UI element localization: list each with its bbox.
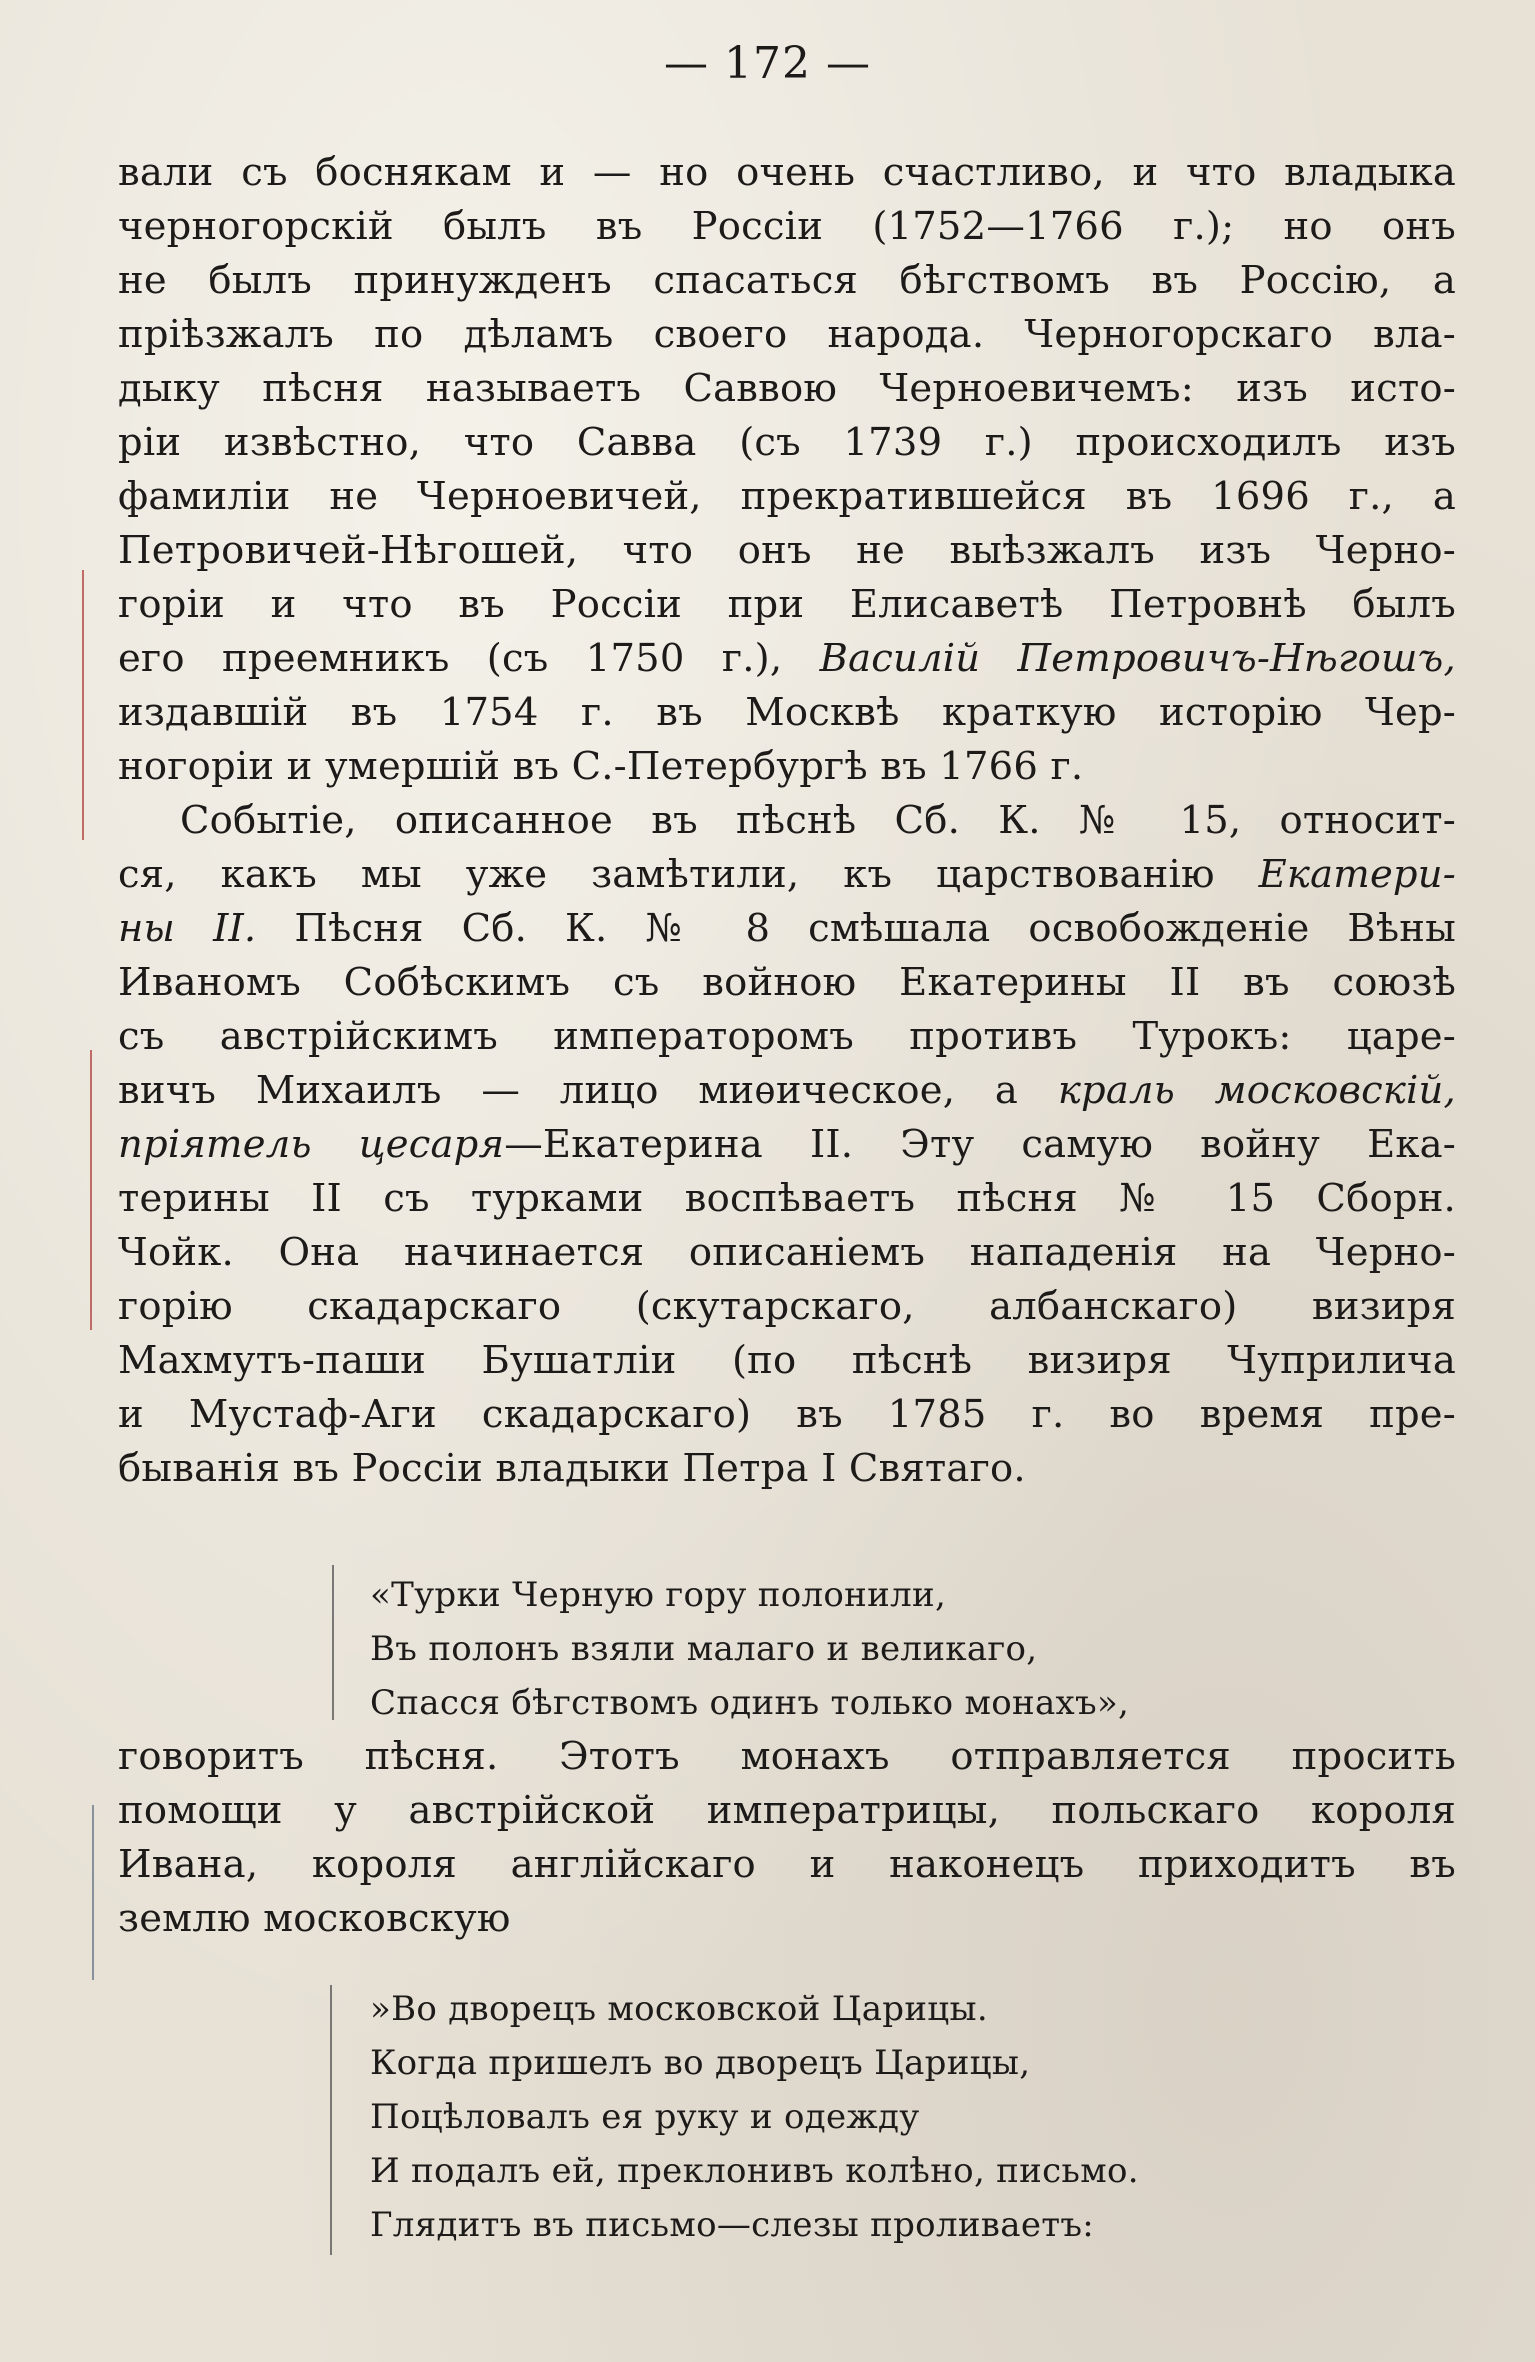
margin-pencil-mark [82, 570, 84, 840]
text-line: пріятель цесаря—Екатерина II. Эту самую войну Ека- [118, 1122, 1456, 1167]
verse-quote-2 [370, 1982, 1270, 2252]
verse-line: И подалъ ей, преклонивъ колѣно, письмо. [370, 2151, 1139, 2191]
text-line: ногоріи и умершій въ С.-Петербургѣ въ 1766 г. [118, 744, 1084, 789]
text-line: горію скадарскаго (скутарскаго, албанскаго) визиря [118, 1284, 1456, 1329]
margin-pencil-mark [92, 1805, 94, 1980]
text-line: Махмутъ-паши Бушатліи (по пѣснѣ визиря Чуприлича [118, 1338, 1456, 1383]
verse-line: Спасся бѣгствомъ одинъ только монахъ», [370, 1683, 1130, 1723]
text-line: говоритъ пѣсня. Этотъ монахъ отправляется просить [118, 1734, 1456, 1779]
verse-line: Поцѣловалъ ея руку и одежду [370, 2097, 920, 2137]
text-line: ны II. Пѣсня Сб. К. № 8 смѣшала освобожденіе Вѣны [118, 906, 1457, 951]
page-number: — 172 — [664, 38, 871, 89]
text-line: Событіе, описанное въ пѣснѣ Сб. К. № 15, относит- [180, 798, 1456, 843]
text-line: Чойк. Она начинается описаніемъ нападенія на Черно- [118, 1230, 1456, 1275]
italic-name: ны II. [118, 906, 257, 951]
text-line: вичъ Михаилъ — лицо миѳическое, а краль московскій, [118, 1068, 1456, 1113]
text-line: дыку пѣсня называетъ Саввою Черноевичемъ: изъ исто- [118, 366, 1456, 411]
verse-line: Въ полонъ взяли малаго и великаго, [370, 1629, 1038, 1669]
text-line: Иваномъ Собѣскимъ съ войною Екатерины II въ союзѣ [118, 960, 1456, 1005]
text-line: землю московскую [118, 1896, 511, 1941]
text-line: издавшій въ 1754 г. въ Москвѣ краткую исторію Чер- [118, 690, 1456, 735]
margin-pencil-mark [332, 1565, 334, 1720]
verse-line: Глядитъ въ письмо—слезы проливаетъ: [370, 2205, 1095, 2245]
italic-phrase: краль московскій, [1057, 1068, 1456, 1113]
text-line: черногорскій былъ въ Россіи (1752—1766 г.); но онъ [118, 204, 1456, 249]
text-line: Ивана, короля англійскаго и наконецъ приходитъ въ [118, 1842, 1456, 1887]
text-line: горіи и что въ Россіи при Елисаветѣ Петровнѣ былъ [118, 582, 1456, 627]
text-line: его преемникъ (съ 1750 г.), Василій Петровичъ-Нѣгошъ, [118, 636, 1456, 681]
paragraph-2 [118, 794, 1456, 1496]
margin-pencil-mark [90, 1050, 92, 1330]
verse-line: Когда пришелъ во дворецъ Царицы, [370, 2043, 1031, 2083]
italic-name: Екатери- [1258, 852, 1456, 897]
text-line: терины II съ турками воспѣваетъ пѣсня № 15 Сборн. [118, 1176, 1456, 1221]
text-line: фамиліи не Черноевичей, прекратившейся въ 1696 г., а [118, 474, 1456, 519]
text-line: съ австрійскимъ императоромъ противъ Турокъ: царе- [118, 1014, 1456, 1059]
italic-name: Василій Петровичъ-Нѣгошъ, [819, 636, 1456, 681]
italic-phrase: пріятель цесаря [118, 1122, 505, 1167]
text-line: не былъ принужденъ спасаться бѣгствомъ въ Россію, а [118, 258, 1456, 303]
text-line: ся, какъ мы уже замѣтили, къ царствованію Екатери- [118, 852, 1456, 897]
paragraph-1 [118, 146, 1456, 794]
text-line: и Мустаф-Аги скадарскаго) въ 1785 г. во время пре- [118, 1392, 1456, 1437]
text-line: быванія въ Россіи владыки Петра I Святаго. [118, 1446, 1026, 1491]
text-line: пріѣзжалъ по дѣламъ своего народа. Черногорскаго вла- [118, 312, 1456, 357]
verse-line: »Во дворецъ московской Царицы. [370, 1989, 988, 2029]
margin-pencil-mark [330, 1985, 332, 2255]
text-line: ріи извѣстно, что Савва (съ 1739 г.) происходилъ изъ [118, 420, 1456, 465]
verse-line: «Турки Черную гору полонили, [370, 1575, 947, 1615]
text-line: вали съ боснякам и — но очень счастливо, и что владыка [118, 150, 1456, 195]
text-line: Петровичей-Нѣгошей, что онъ не выѣзжалъ изъ Черно- [118, 528, 1456, 573]
verse-quote-1 [370, 1568, 1270, 1730]
paragraph-3 [118, 1730, 1456, 1946]
text-line: помощи у австрійской императрицы, польскаго короля [118, 1788, 1456, 1833]
